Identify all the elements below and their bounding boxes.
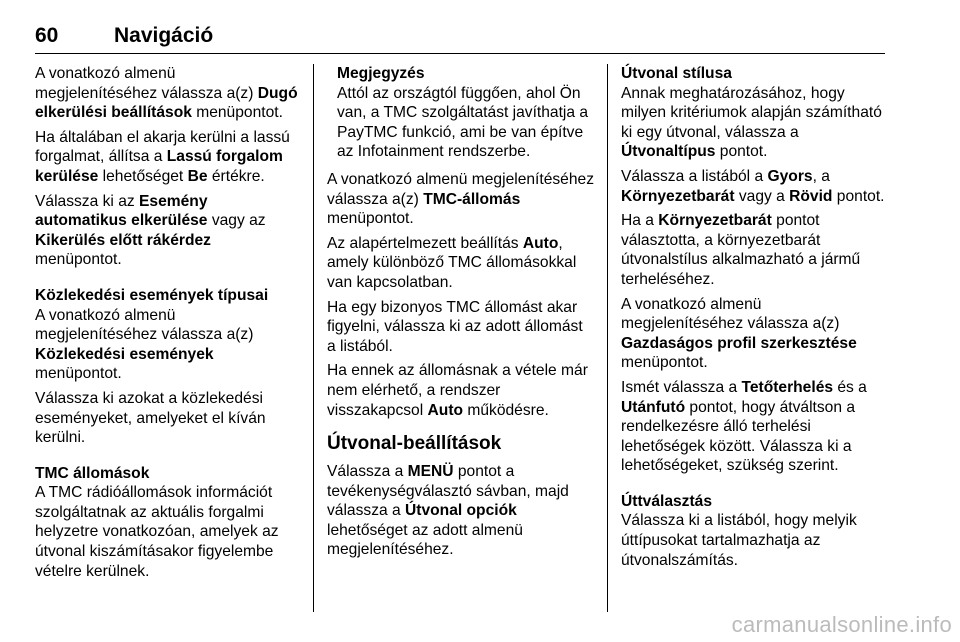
column-1 [35, 64, 301, 586]
menu-term: Auto [427, 401, 464, 419]
section-heading: Közlekedési események típusai [35, 286, 269, 304]
menu-term: Esemény automatikus elkerülése [35, 192, 208, 230]
text: menüpontot. [191, 104, 283, 122]
text: pontot, hogy átváltson a rendelkezésre álló terhelési lehetőségek között. Válassza ki a lehetőségeket, szükség szerint. [621, 398, 856, 475]
text: A vonatkozó almenü megjelenítéséhez válassza a(z) [35, 65, 258, 102]
text: Az alapértelmezett beállítás [327, 234, 523, 252]
section-route-style [621, 64, 886, 162]
text: menüpontot. [35, 365, 122, 383]
text: Annak meghatározásához, hogy milyen kritériumok alapján számítható ki egy útvonal, válassza a [621, 84, 882, 141]
column-3 [621, 64, 886, 575]
section-road-type [621, 492, 886, 570]
menu-term: Rövid [789, 187, 833, 205]
menu-term: Környezetbarát [621, 187, 735, 205]
paragraph-eco-route [621, 211, 886, 289]
column-divider-1 [313, 64, 314, 612]
menu-term: Dugó elkerülési beállítások [35, 84, 298, 122]
text: , a [812, 167, 830, 185]
section-heading: Úttválasztás [621, 492, 713, 510]
text: menüpontot. [621, 354, 708, 372]
menu-term: Gazdaságos profil szerkesztése [621, 334, 857, 352]
column-divider-2 [607, 64, 608, 612]
text: pontot a tevékenységválasztó sávban, majd válassza a [327, 463, 569, 520]
text: Válassza a listából a [621, 167, 768, 185]
text: lehetőséget [98, 167, 188, 185]
menu-term: Közlekedési események [35, 345, 214, 363]
text: és a [833, 378, 867, 396]
page-number: 60 [35, 24, 59, 47]
text: menüpontot. [35, 251, 122, 269]
text: működésre. [463, 401, 549, 419]
section-heading: TMC állomások [35, 464, 150, 482]
paragraph-eco-profile [621, 295, 886, 373]
menu-term: Auto [522, 234, 559, 252]
text: lehetőséget az adott almenü megjelenítéséhez. [327, 521, 523, 559]
section-heading: Útvonal stílusa [621, 65, 732, 82]
text: A TMC rádióállomások információt szolgáltatnak az aktuális forgalmi helyzetre vonatkozóan, amelyek az útvonal kiszámításakor figyelembe vételre kerülnek. [35, 484, 279, 580]
text: A vonatkozó almenü megjelenítéséhez válassza a(z) [621, 295, 840, 333]
menu-term: TMC-állomás [423, 190, 521, 208]
paragraph-tmc-menu [327, 170, 595, 229]
text: Válassza ki a listából, hogy melyik úttípusokat tartalmazhatja az útvonalszámítás. [621, 512, 857, 569]
paragraph-station-fallback [327, 361, 595, 420]
column-2 [327, 64, 595, 565]
note-block [327, 64, 595, 162]
note-heading: Megjegyzés [337, 65, 425, 82]
menu-term: Be [187, 167, 208, 185]
text: A vonatkozó almenü megjelenítéséhez válassza a(z) [35, 306, 254, 344]
text: pontot. [715, 143, 768, 161]
text: Válassza a [327, 463, 408, 481]
menu-term: Környezetbarát [658, 212, 772, 230]
menu-term: Kikerülés előtt rákérdez [35, 231, 211, 249]
chapter-title: Navigáció [114, 24, 214, 47]
paragraph-traffic-menu [35, 64, 301, 123]
menu-term: Gyors [767, 167, 813, 185]
paragraph-route-options [327, 462, 595, 560]
paragraph-select-events: Válassza ki azokat a közlekedési eseményeket, amelyeket el kíván kerülni. [35, 389, 266, 447]
text: pontot választotta, a környezetbarát útvonalstílus alkalmazható a jármű terheléséhez. [621, 212, 861, 288]
text: , amely különböző TMC állomásokkal van kapcsolatban. [327, 234, 577, 291]
text: pontot. [832, 187, 885, 205]
text: Ha ennek az állomásnak a vétele már nem elérhető, a rendszer visszakapcsol [327, 362, 588, 419]
page-header [35, 20, 885, 54]
watermark: carmanualsonline.info [731, 612, 952, 637]
menu-term: MENÜ [407, 463, 454, 481]
paragraph-load-options [621, 378, 886, 476]
text: értékre. [207, 167, 265, 185]
text: Ismét válassza a [621, 378, 742, 396]
section-tmc-stations [35, 464, 301, 582]
menu-term: Útvonal opciók [405, 502, 517, 520]
menu-term: Útvonaltípus [621, 143, 716, 161]
menu-term: Utánfutó [621, 398, 686, 416]
text: Ha a [621, 212, 659, 230]
text: vagy az [207, 212, 266, 230]
paragraph-slow-traffic [35, 128, 301, 187]
paragraph-default-auto [327, 234, 595, 293]
paragraph-specific-station: Ha egy bizonyos TMC állomást akar figyelni, válassza ki az adott állomást a listából. [327, 298, 583, 355]
note-text: Attól az országtól függően, ahol Ön van, a TMC szolgáltatást javíthatja a PayTMC funkció, ami be van építve az Infotainment rendszerbe. [337, 84, 589, 161]
paragraph-auto-avoid [35, 192, 301, 270]
section-traffic-events [35, 286, 301, 384]
text: vagy a [734, 187, 790, 205]
text: Válassza ki az [35, 192, 140, 210]
section-title-route-settings: Útvonal-beállítások [327, 433, 502, 455]
paragraph-route-type-options [621, 167, 886, 206]
menu-term: Tetőterhelés [741, 378, 834, 396]
text: Ha általában el akarja kerülni a lassú forgalmat, állítsa a [35, 128, 290, 166]
text: menüpontot. [327, 210, 414, 228]
menu-term: Lassú forgalom kerülése [35, 148, 283, 185]
text: A vonatkozó almenü megjelenítéséhez válassza a(z) [327, 170, 594, 208]
